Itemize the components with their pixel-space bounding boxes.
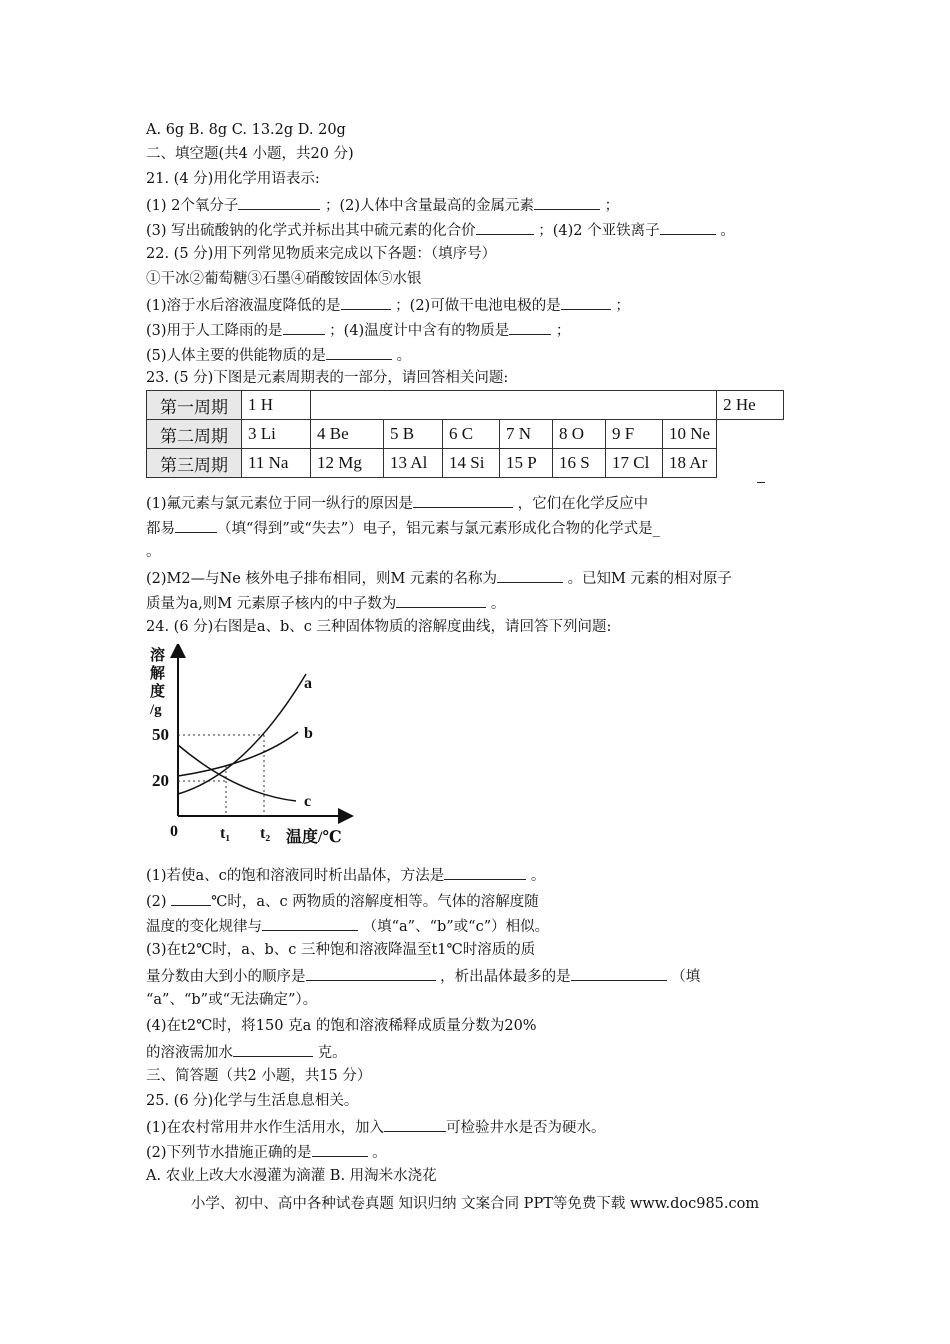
q25-line2	[146, 1141, 387, 1163]
q23-part1-text: (1)氟元素与氯元素位于同一纵行的原因是	[146, 496, 414, 512]
answer-blank[interactable]	[534, 194, 600, 210]
q23-part3-tail: 。已知M 元素的相对原子	[567, 571, 733, 587]
q24-part2-text: (2)	[146, 894, 167, 910]
q24-line2	[146, 890, 539, 912]
answer-blank[interactable]	[476, 219, 534, 235]
q21-line1	[146, 194, 619, 216]
q24-stem-text: 24. (6 分)右图是a、b、c 三种固体物质的溶解度曲线，请回答下列问题:	[146, 619, 612, 635]
q24-part7-text: (4)在t2℃时，将150 克a 的饱和溶液稀释成质量分数为20%	[146, 1018, 537, 1034]
q25-line1	[146, 1116, 606, 1138]
periodic-table	[146, 390, 784, 478]
answer-blank[interactable]	[413, 492, 513, 508]
q22-line1	[146, 294, 630, 316]
q21-stem	[146, 169, 320, 189]
q24-punct: 。	[530, 868, 546, 884]
curve-c-label: c	[304, 793, 312, 810]
q22-part3-text: (3)用于人工降雨的是	[146, 323, 283, 339]
q23-line3	[146, 542, 161, 562]
q24-line4	[146, 940, 535, 960]
q24-part6-text: “a”、“b”或“无法确定”）。	[146, 992, 318, 1008]
table-row	[147, 391, 784, 420]
element-cell: 15 P	[500, 449, 553, 478]
answer-blank[interactable]	[660, 219, 716, 235]
empty-cell	[311, 391, 717, 420]
table-trailing-mark	[757, 482, 765, 483]
q21-part4-text: ；(4)2 个亚铁离子	[538, 223, 660, 239]
q21-part2-text: ；(2)人体中含量最高的金属元素	[324, 198, 535, 214]
q24-line6	[146, 990, 317, 1010]
element-cell: 16 S	[553, 449, 606, 478]
element-cell: 1 H	[242, 391, 311, 420]
q23-stem	[146, 368, 508, 388]
section-3-heading	[146, 1066, 371, 1086]
answer-blank[interactable]	[306, 965, 436, 981]
q24-line8	[146, 1041, 347, 1063]
q22-stem	[146, 244, 496, 264]
q22-part4-text: ；(4)温度计中含有的物质是	[329, 323, 510, 339]
section-3-heading-text: 三、简答题（共2 小题，共15 分）	[146, 1068, 372, 1084]
page-footer: 小学、初中、高中各种试卷真题 知识归纳 文案合同 PPT等免费下载 www.doc985.com	[190, 1196, 760, 1212]
q24-part4-text: (3)在t2℃时，a、b、c 三种饱和溶液降温至t1℃时溶质的质	[146, 942, 536, 958]
q22-choices	[146, 269, 422, 289]
element-cell: 3 Li	[242, 420, 311, 449]
q23-part1-tail: ，它们在化学反应中	[517, 496, 649, 512]
solubility-graph	[146, 644, 356, 850]
q24-line5	[146, 965, 700, 987]
q24-part3-tail: （填“a”、“b”或“c”）相似。	[362, 919, 550, 935]
q24-stem	[146, 617, 611, 637]
q23-punct: 。	[490, 596, 506, 612]
curve-b	[178, 732, 298, 776]
q23-line5	[146, 592, 505, 614]
q21-part3-text: (3) 写出硫酸钠的化学式并标出其中硫元素的化合价	[146, 223, 476, 239]
q24-part3-text: 温度的变化规律与	[146, 919, 262, 935]
t1-label: t₁	[220, 825, 231, 842]
q24-part5-tail: （填	[671, 969, 701, 985]
y-label-char: 溶	[150, 648, 166, 664]
answer-blank[interactable]	[262, 915, 358, 931]
q23-part2-tail: （填“得到”或“失去”）电子，铝元素与氯元素形成化合物的化学式是_	[217, 521, 660, 537]
element-cell: 14 Si	[443, 449, 500, 478]
y-label-char: 度	[150, 684, 166, 700]
y-tick-50: 50	[152, 725, 169, 744]
q23-line1	[146, 492, 648, 514]
q24-part2-tail: ℃时，a、c 两物质的溶解度相等。气体的溶解度随	[211, 894, 539, 910]
element-cell: 17 Cl	[606, 449, 663, 478]
q21-part1-text: (1) 2个氧分子	[146, 198, 239, 214]
answer-blank[interactable]	[341, 294, 391, 310]
element-cell: 8 O	[553, 420, 606, 449]
table-row	[147, 449, 784, 478]
element-cell: 9 F	[606, 420, 663, 449]
q24-part1-mid: 的饱和溶液同时析出晶体，方法是	[226, 868, 445, 884]
q23-line2	[146, 517, 660, 539]
q24-part8-tail: 克。	[317, 1045, 347, 1061]
q23-part3-text: (2)M2—与Ne 核外电子排布相同，则M 元素的名称为	[146, 571, 497, 587]
q23-part4-text: 质量为a,则M 元素原子核内的中子数为	[146, 596, 397, 612]
q22-line3	[146, 344, 411, 366]
period-label: 第二周期	[147, 420, 242, 449]
answer-blank[interactable]	[175, 517, 217, 533]
q21-punct: ；	[604, 198, 620, 214]
answer-blank[interactable]	[384, 1116, 446, 1132]
q20-options	[146, 120, 346, 140]
q25-part1-tail: 可检验井水是否为硬水。	[446, 1120, 606, 1136]
answer-blank[interactable]	[312, 1141, 368, 1157]
q24-line7	[146, 1016, 537, 1036]
answer-blank[interactable]	[571, 965, 667, 981]
element-cell: 13 Al	[384, 449, 443, 478]
q24-part8-text: 的溶液需加水	[146, 1045, 233, 1061]
answer-blank[interactable]	[509, 319, 551, 335]
curve-a-label: a	[304, 675, 312, 692]
element-cell: 2 He	[717, 391, 784, 420]
origin-label: 0	[170, 823, 178, 840]
t2-label: t₂	[260, 825, 271, 842]
answer-blank[interactable]	[561, 294, 611, 310]
element-cell: 7 N	[500, 420, 553, 449]
q24-line1	[146, 864, 545, 886]
answer-blank[interactable]	[171, 890, 211, 906]
answer-blank[interactable]	[396, 592, 486, 608]
q22-punct: 。	[396, 348, 412, 364]
y-label-char: 解	[150, 666, 166, 682]
answer-blank[interactable]	[497, 567, 563, 583]
x-axis-label: 温度/℃	[286, 829, 342, 846]
q21-punct: 。	[720, 223, 735, 239]
section-2-heading	[146, 144, 354, 164]
q25-options-text: A. 农业上改大水漫灌为滴灌 B. 用淘米水浇花	[146, 1168, 437, 1184]
q21-stem-text: 21. (4 分)用化学用语表示:	[146, 171, 320, 187]
y-label-char: /g	[150, 702, 162, 718]
q22-choices-text: ①干冰②葡萄糖③石墨④硝酸铵固体⑤水银	[146, 271, 422, 287]
element-cell: 12 Mg	[311, 449, 384, 478]
q22-punct: ；	[615, 298, 630, 314]
answer-blank[interactable]	[444, 864, 526, 880]
q23-stem-text: 23. (5 分)下图是元素周期表的一部分，请回答相关问题:	[146, 370, 509, 386]
section-2-heading-text: 二、填空题(共4 小题，共20 分)	[146, 146, 354, 162]
curve-b-label: b	[304, 725, 313, 742]
q25-stem	[146, 1091, 358, 1111]
answer-blank[interactable]	[283, 319, 325, 335]
q23-line4	[146, 567, 732, 589]
answer-blank[interactable]	[326, 344, 392, 360]
period-label: 第三周期	[147, 449, 242, 478]
y-axis-label	[149, 646, 169, 718]
q22-part5-text: (5)人体主要的供能物质的是	[146, 348, 327, 364]
q21-line2	[146, 219, 735, 241]
q22-line2	[146, 319, 570, 341]
q25-stem-text: 25. (6 分)化学与生活息息相关。	[146, 1093, 359, 1109]
q24-line3	[146, 915, 549, 937]
element-cell: 6 C	[443, 420, 500, 449]
q22-part2-text: ；(2)可做干电池电极的是	[395, 298, 561, 314]
q22-punct: ；	[555, 323, 571, 339]
q23-part2-text: 都易	[146, 521, 175, 537]
q24-part5-mid: ，析出晶体最多的是	[440, 969, 571, 985]
element-cell: 18 Ar	[663, 449, 717, 478]
q25-options	[146, 1166, 437, 1186]
answer-blank[interactable]	[233, 1041, 313, 1057]
element-cell: 5 B	[384, 420, 443, 449]
q22-stem-text: 22. (5 分)用下列常见物质来完成以下各题：（填序号）	[146, 246, 497, 262]
answer-blank[interactable]	[238, 194, 320, 210]
curve-a	[178, 674, 306, 794]
q23-punct: 。	[146, 544, 161, 560]
q22-part1-text: (1)溶于水后溶液温度降低的是	[146, 298, 341, 314]
q25-part2-text: (2)下列节水措施正确的是	[146, 1145, 312, 1161]
table-row	[147, 420, 784, 449]
q24-part5-text: 量分数由大到小的顺序是	[146, 969, 306, 985]
period-label: 第一周期	[147, 391, 242, 420]
q25-part1-text: (1)在农村常用井水作生活用水，加入	[146, 1120, 385, 1136]
element-cell: 4 Be	[311, 420, 384, 449]
y-tick-20: 20	[152, 771, 169, 790]
q25-punct: 。	[372, 1145, 387, 1161]
element-cell: 10 Ne	[663, 420, 717, 449]
element-cell: 11 Na	[242, 449, 311, 478]
q20-options-text: A. 6g B. 8g C. 13.2g D. 20g	[146, 122, 346, 138]
q24-part1-text: (1)若使a、c	[146, 868, 227, 884]
